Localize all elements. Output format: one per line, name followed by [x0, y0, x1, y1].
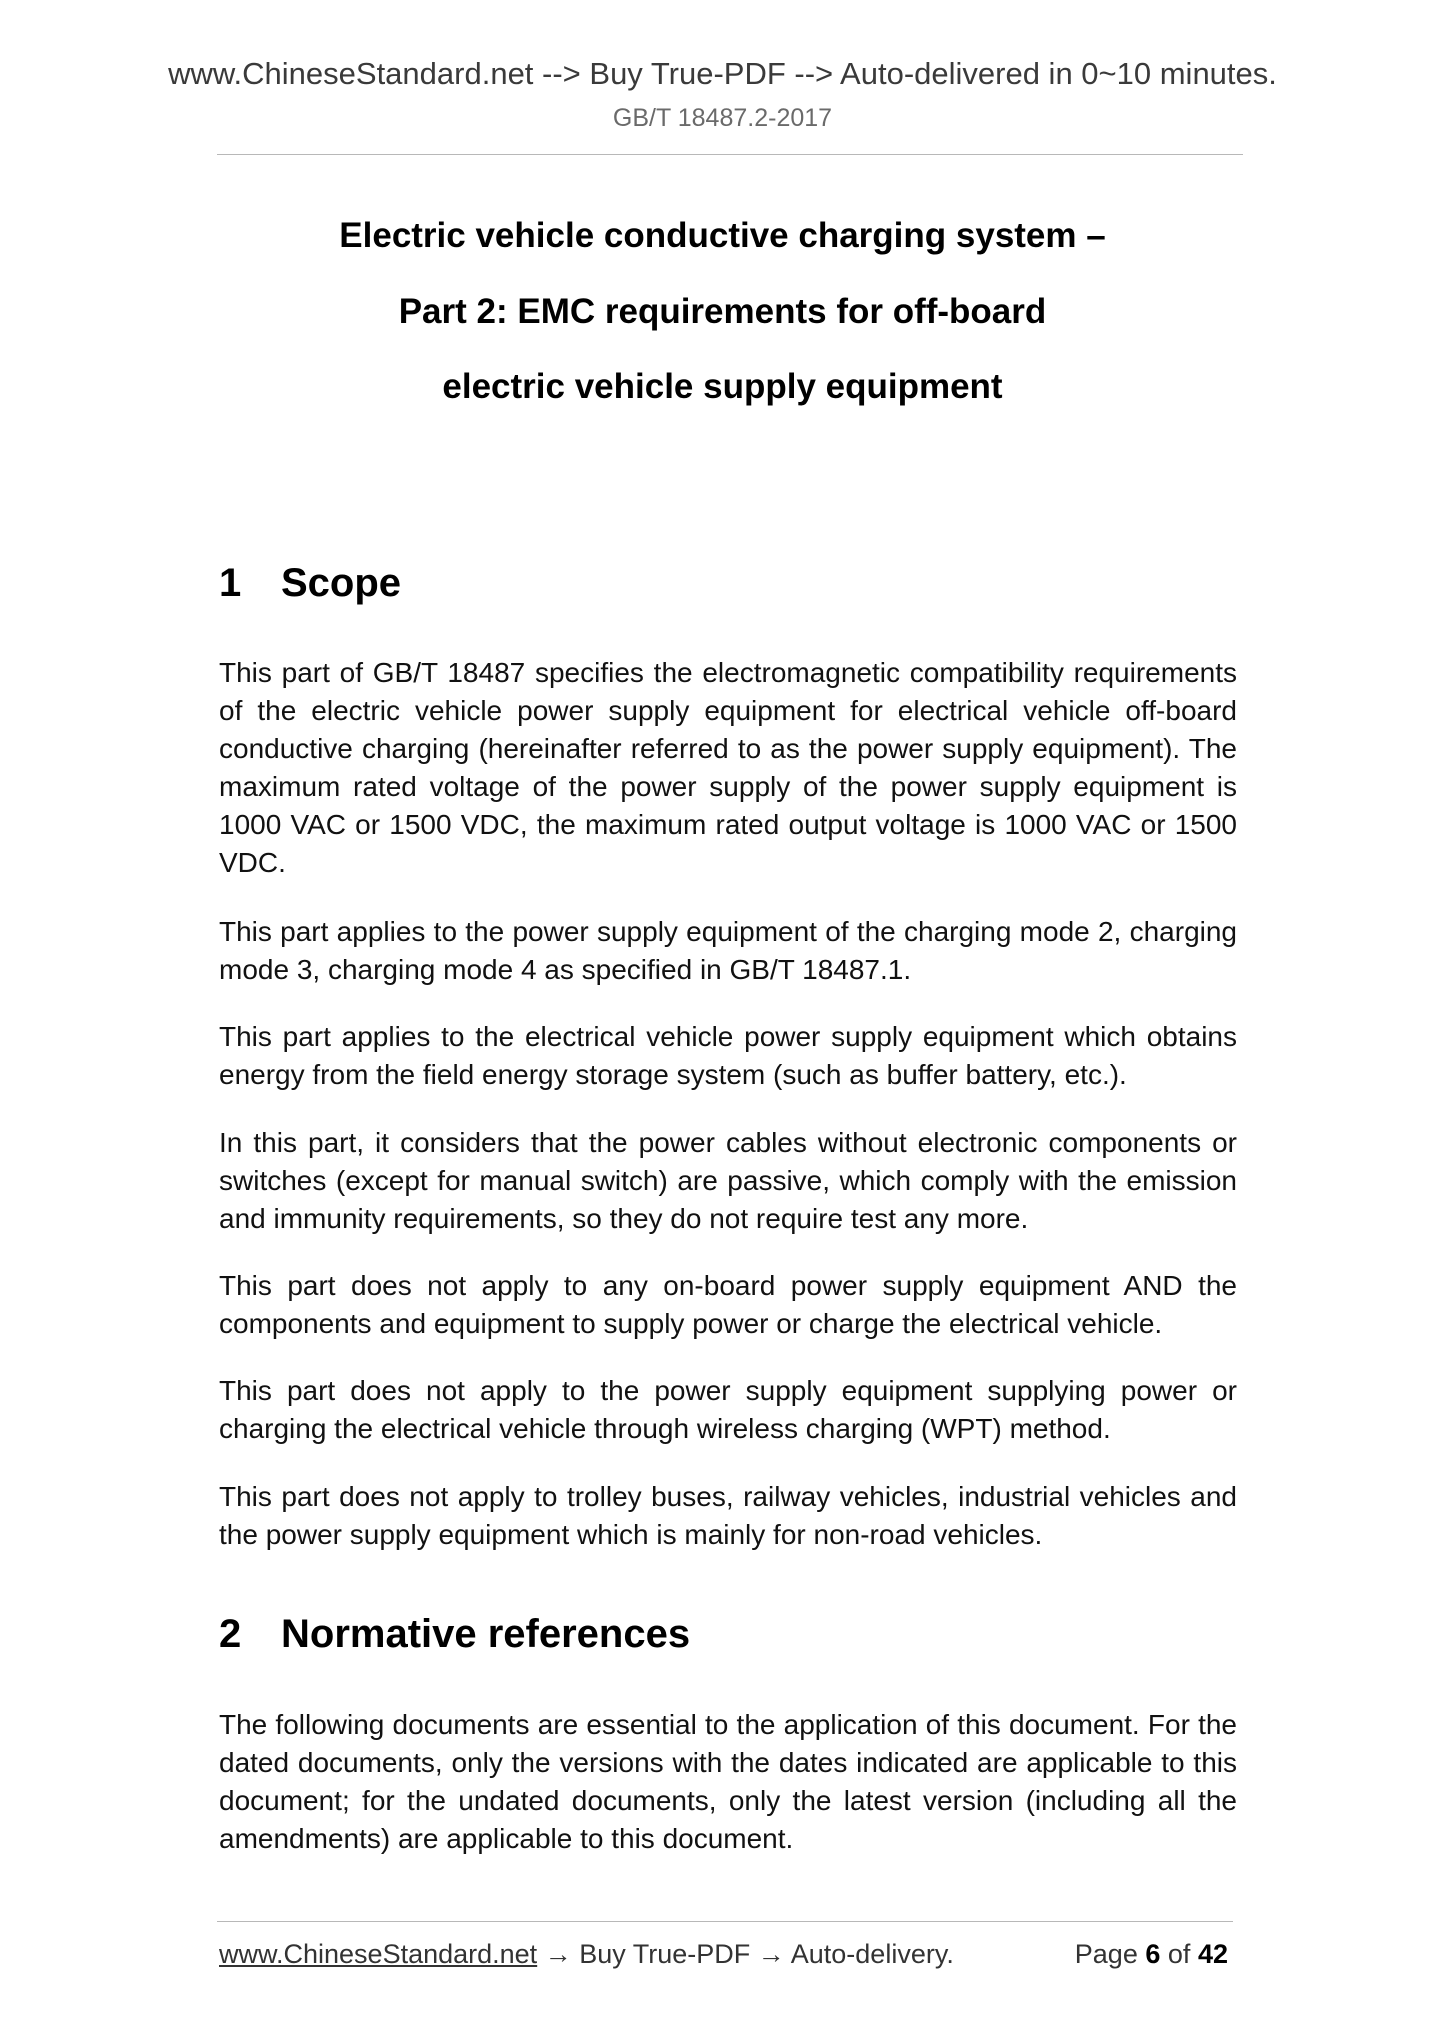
- scope-paragraph-1: This part of GB/T 18487 specifies the electromagnetic compatibility requirements of the electric vehicle power supply equipment for electrical vehicle off-board conductive charging (hereinafter referred to as the power supply equipment). The maximum rated voltage of the power supply of the power supply equipment is 1000 VAC or 1500 VDC, the maximum rated output voltage is 1000 VAC or 1500 VDC.: [219, 657, 1237, 878]
- footer-promo-text: → Buy True-PDF → Auto-delivery.: [544, 1939, 954, 1969]
- section-1-heading: [219, 561, 401, 606]
- page-number: [1075, 1939, 1228, 1970]
- doc-title-line-2: Part 2: EMC requirements for off-board: [398, 292, 1047, 331]
- doc-title-line-1: Electric vehicle conductive charging system –: [339, 216, 1106, 255]
- footer-site-link[interactable]: www.ChineseStandard.net: [219, 1939, 538, 1969]
- header-divider: [217, 154, 1243, 155]
- page-of: of: [1167, 1939, 1191, 1969]
- page-total: 42: [1197, 1939, 1228, 1969]
- footer-divider: [217, 1921, 1233, 1922]
- scope-paragraph-6: This part does not apply to the power supply equipment supplying power or charging the electrical vehicle through wireless charging (WPT) method.: [219, 1375, 1237, 1444]
- page-label: Page: [1074, 1939, 1138, 1969]
- section-number: 2: [219, 1612, 242, 1656]
- normative-references-paragraph-1: The following documents are essential to the application of this document. For the dated documents, only the versions with the dates indicated are applicable to this document; for the undated documents, only the latest version (including all the amendments) are applicable to this document.: [219, 1709, 1237, 1854]
- doc-title-line-3: electric vehicle supply equipment: [442, 367, 1003, 406]
- scope-paragraph-7: This part does not apply to trolley buses, railway vehicles, industrial vehicles and the power supply equipment which is mainly for non-road vehicles.: [219, 1481, 1237, 1550]
- section-title: Normative references: [281, 1612, 691, 1656]
- scope-paragraph-2: This part applies to the power supply equipment of the charging mode 2, charging mode 3, charging mode 4 as specified in GB/T 18487.1.: [219, 916, 1237, 985]
- scope-paragraph-5: This part does not apply to any on-board power supply equipment AND the components and equipment to supply power or charge the electrical vehicle.: [219, 1270, 1237, 1339]
- section-2-heading: [219, 1612, 690, 1657]
- scope-paragraph-4: In this part, it considers that the power cables without electronic components or switches (except for manual switch) are passive, which comply with the emission and immunity requirements, so they do not require test any more.: [219, 1127, 1237, 1234]
- header-standard-number: GB/T 18487.2-2017: [612, 104, 833, 132]
- page-current: 6: [1145, 1939, 1161, 1969]
- section-number: 1: [219, 561, 242, 605]
- header-banner: www.ChineseStandard.net --> Buy True-PDF --> Auto-delivered in 0~10 minutes.: [168, 56, 1277, 91]
- section-title: Scope: [281, 561, 402, 605]
- footer-promo: [219, 1939, 954, 1970]
- scope-paragraph-3: This part applies to the electrical vehicle power supply equipment which obtains energy from the field energy storage system (such as buffer battery, etc.).: [219, 1021, 1237, 1090]
